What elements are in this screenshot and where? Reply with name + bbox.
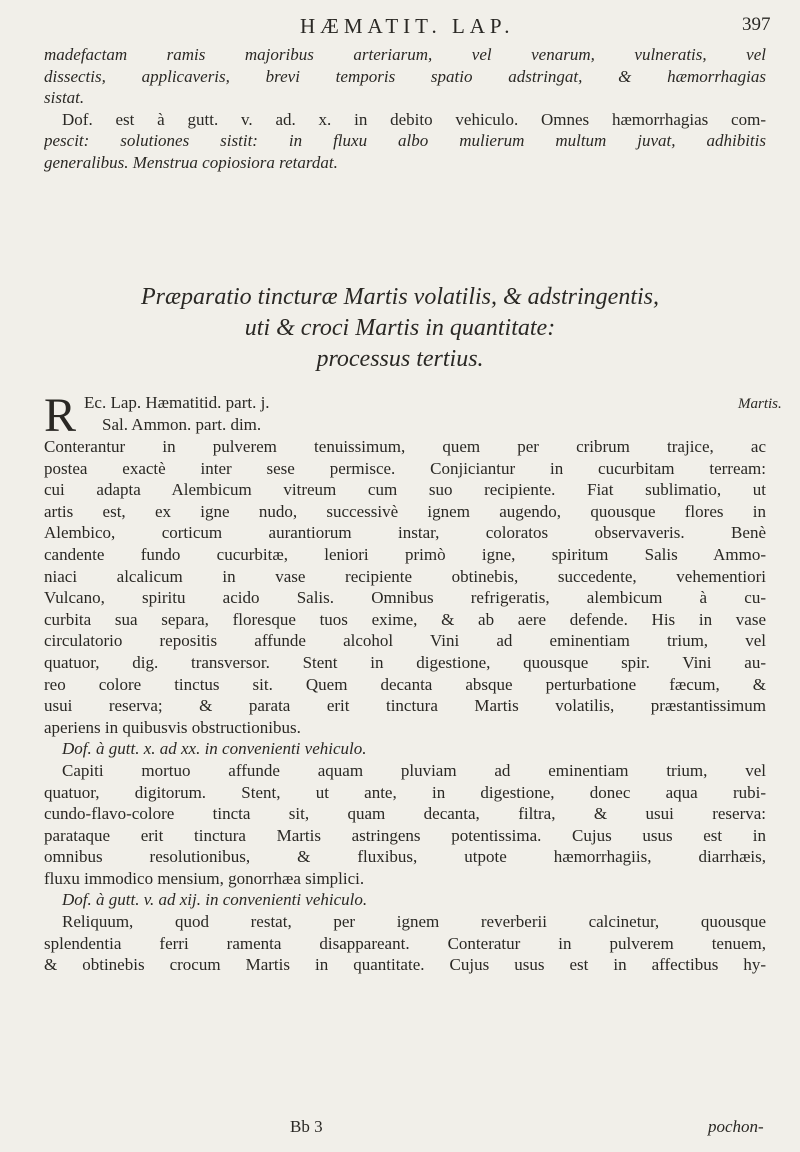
signature-mark: Bb 3 [290, 1117, 323, 1136]
body-line: omnibus resolutionibus, & fluxibus, utpote hæmorrhagiis, diarrhæis, [44, 847, 766, 867]
body-line: fluxu immodico mensium, gonorrhæa simplici. [44, 868, 365, 888]
heading-line: Præparatio tincturæ Martis volatilis, & adstringentis, [140, 284, 660, 310]
body-line: Reliquum, quod restat, per ignem reverberii calcinetur, quousque [62, 912, 766, 932]
page-number: 397 [742, 14, 771, 35]
body-line: & obtinebis crocum Martis in quantitate. Cujus usus est in affectibus hy- [44, 955, 766, 975]
body-line: Alembico, corticum aurantiorum instar, coloratos observaveris. Benè [44, 523, 766, 543]
body-line: cundo-flavo-colore tincta sit, quam decanta, filtra, & usui reserva: [44, 804, 766, 824]
body-line: cui adapta Alembicum vitreum cum suo recipiente. Fiat sublimatio, ut [44, 480, 766, 500]
recipe-body [44, 389, 766, 976]
heading-line: processus tertius. [316, 346, 484, 372]
body-line: circulatorio repositis affunde alcohol Vini ad eminentiam trium, vel [44, 631, 766, 651]
body-line: candente fundo cucurbitæ, leniori primò igne, spiritum Salis Ammo- [44, 544, 766, 564]
body-line: postea exactè inter sese permisce. Conjiciantur in cucurbitam terream: [44, 458, 766, 478]
body-line: usui reserva; & parata erit tinctura Martis volatilis, præstantissimum [44, 696, 766, 716]
text-line: sistat. [44, 88, 85, 108]
body-line: quatuor, dig. transversor. Stent in digestione, quousque spir. Vini au- [44, 652, 766, 672]
dose-line: Dof. à gutt. x. ad xx. in convenienti vehiculo. [62, 739, 367, 759]
body-line: niaci alcalicum in vase recipiente obtinebis, succedente, vehementiori [44, 566, 766, 586]
drop-cap: R [44, 389, 77, 442]
body-line: curbita sua separa, floresque tuos exime, & ab aere defende. His in vase [44, 609, 766, 629]
body-line: reo colore tinctus sit. Quem decanta absque perturbatione fæcum, & [44, 674, 766, 694]
text-line: dissectis, applicaveris, brevi temporis spatio adstringat, & hæmorrhagias [44, 66, 766, 86]
body-line: Vulcano, spiritu acido Salis. Omnibus refrigeratis, alembicum à cu- [44, 588, 766, 608]
heading-line: uti & croci Martis in quantitate: [244, 315, 556, 341]
page-header [0, 14, 800, 44]
body-line: quatuor, digitorum. Stent, ut ante, in digestione, donec aqua rubi- [44, 782, 766, 802]
recipe-line: Ec. Lap. Hæmatitid. part. j. [84, 393, 270, 412]
text-line: generalibus. Menstrua copiosiora retardat. [44, 152, 338, 172]
body-line: parataque erit tinctura Martis astringens potentissima. Cujus usus est in [44, 825, 766, 845]
catchword: pochon- [708, 1117, 764, 1136]
text-line: pescit: solutiones sistit: in fluxu albo mulierum multum juvat, adhibitis [44, 131, 766, 151]
text-line: Dof. est à gutt. v. ad. x. in debito vehiculo. Omnes hæmorrhagias com- [62, 109, 766, 129]
dose-line: Dof. à gutt. v. ad xij. in convenienti vehiculo. [62, 890, 368, 910]
section-heading [0, 282, 800, 375]
running-title: HÆMATIT. LAP. [300, 14, 515, 38]
body-line: splendentia ferri ramenta disappareant. Conteratur in pulverem tenuem, [44, 933, 766, 953]
body-line: Capiti mortuo affunde aquam pluviam ad eminentiam trium, vel [62, 760, 766, 780]
text-line: madefactam ramis majoribus arteriarum, vel venarum, vulneratis, vel [44, 45, 766, 64]
recipe-line: Sal. Ammon. part. dim. [102, 414, 262, 434]
intro-text [44, 44, 766, 174]
body-line: Conterantur in pulverem tenuissimum, quem per cribrum trajice, ac [44, 437, 766, 456]
body-line: aperiens in quibusvis obstructionibus. [44, 717, 301, 737]
body-line: artis est, ex igne nudo, successivè ignem augendo, quousque flores in [44, 501, 766, 521]
margin-note: Martis. [738, 396, 782, 412]
